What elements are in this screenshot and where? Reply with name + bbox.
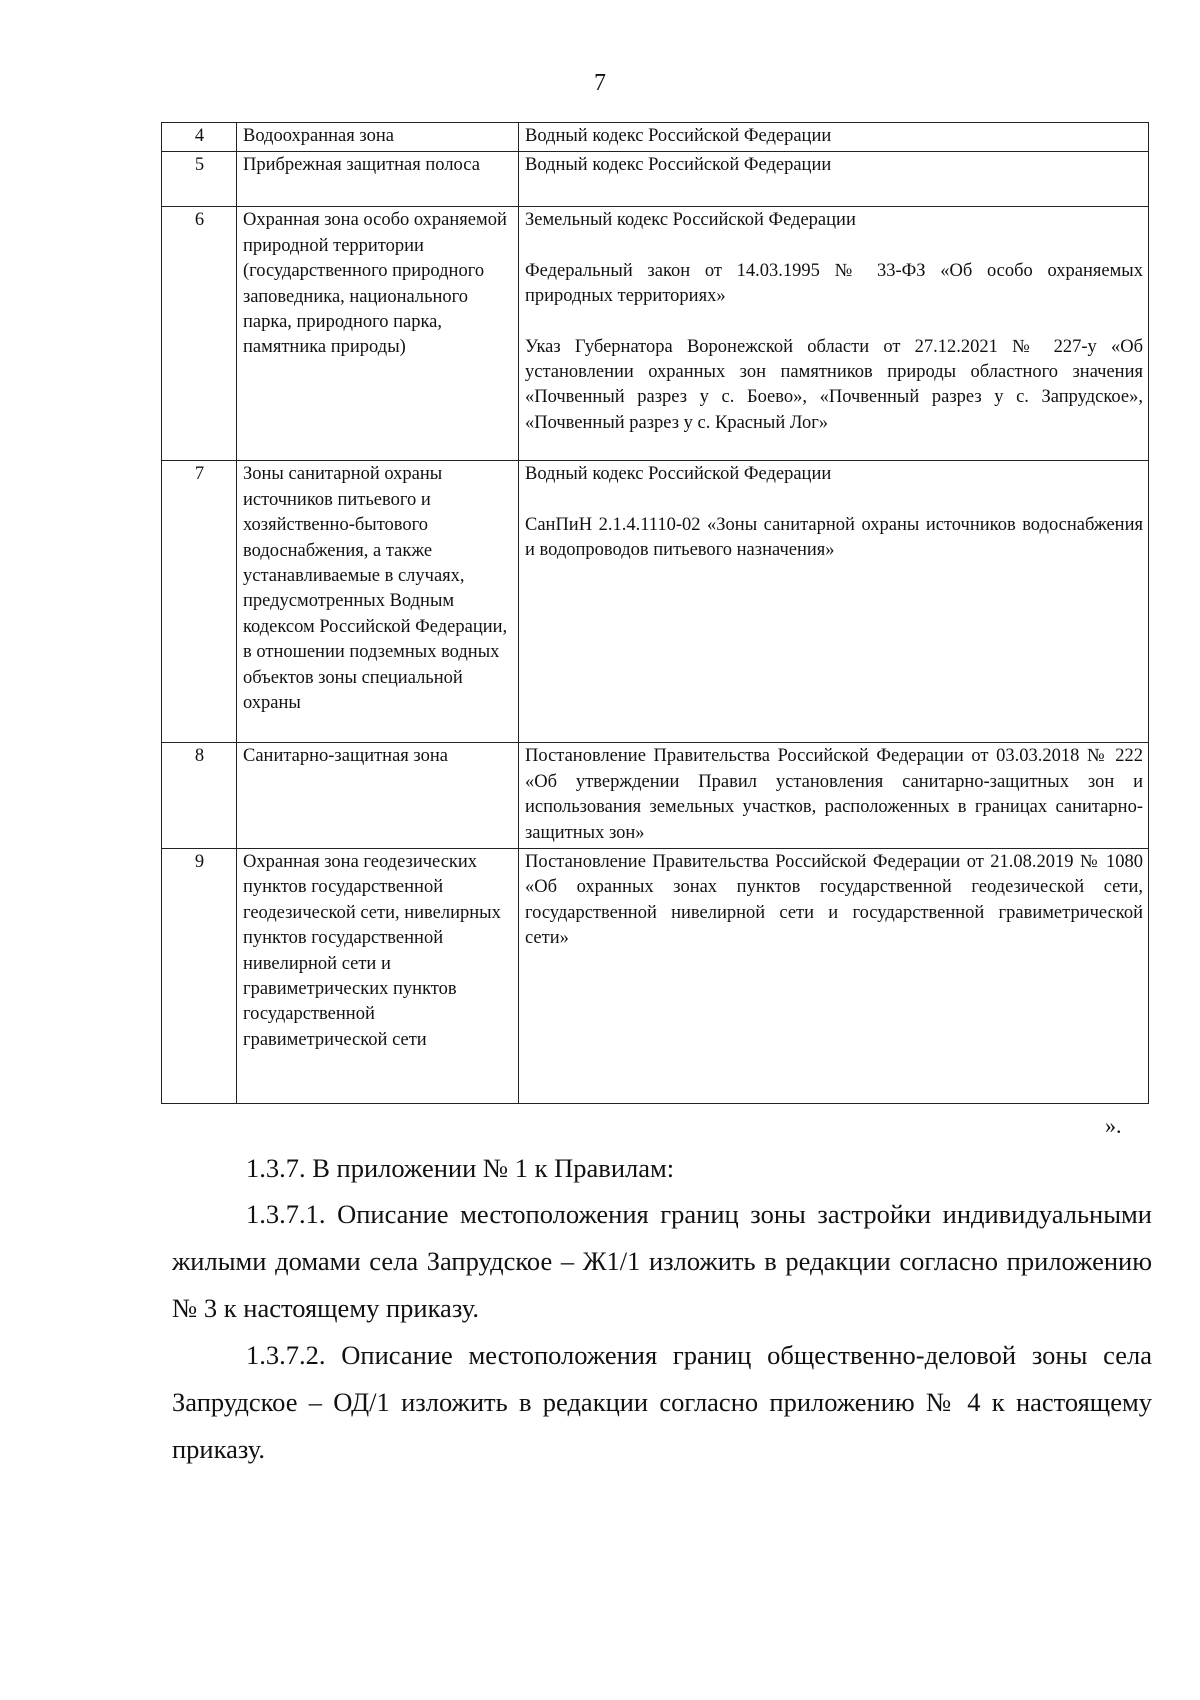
legal-basis [519, 461, 1149, 743]
table-row [162, 152, 1149, 207]
legal-basis [519, 152, 1149, 207]
zone-name: Охранная зона особо охраняемой природной территории (государственного природного заповедника, национального парка, природного парка, памятника природы) [237, 207, 519, 461]
law-reference: Водный кодекс Российской Федерации [525, 126, 832, 146]
paragraph-1-3-7-1: 1.3.7.1. Описание местоположения границ зоны застройки индивидуальными жилыми домами села Запрудское – Ж1/1 изложить в редакции согласно приложению № 3 к настоящему приказу. [172, 1199, 1152, 1323]
table-row [162, 849, 1149, 1104]
row-number: 9 [162, 849, 237, 1104]
row-number: 7 [162, 461, 237, 743]
table-row [162, 207, 1149, 461]
page-number: 7 [594, 70, 606, 96]
legal-basis [519, 207, 1149, 461]
law-reference: Указ Губернатора Воронежской области от 27.12.2021 № 227-у «Об установлении охранных зон памятников природы областного значения «Почвенный разрез у с. Боево», «Почвенный разрез у с. Запрудское», «Почвенный разрез у с. Красный Лог» [525, 336, 1143, 433]
paragraph-1-3-7-2: 1.3.7.2. Описание местоположения границ общественно-деловой зоны села Запрудское – ОД/1 изложить в редакции согласно приложению № 4 к настоящему приказу. [172, 1340, 1152, 1464]
table-row [162, 743, 1149, 849]
legal-basis [519, 123, 1149, 152]
law-reference: Постановление Правительства Российской Федерации от 03.03.2018 № 222 «Об утверждении Правил установления санитарно-защитных зон и использования земельных участков, расположенных в границах санитарно-защитных зон» [525, 746, 1143, 843]
closing-quote: ». [1105, 1113, 1122, 1138]
row-number: 8 [162, 743, 237, 849]
law-reference: Водный кодекс Российской Федерации [525, 155, 832, 176]
table-row [162, 123, 1149, 152]
zones-table [161, 122, 1149, 1104]
zone-name: Охранная зона геодезических пунктов государственной геодезической сети, нивелирных пунктов государственной нивелирной сети и гравиметрических пунктов государственной гравиметрической сети [237, 849, 519, 1104]
zone-name: Зоны санитарной охраны источников питьевого и хозяйственно-бытового водоснабжения, а также устанавливаемые в случаях, предусмотренных Водным кодексом Российской Федерации, в отношении подземных водных объектов зоны специальной охраны [237, 461, 519, 743]
legal-basis [519, 849, 1149, 1104]
law-reference: Земельный кодекс Российской Федерации [525, 210, 856, 231]
paragraph-1-3-7: 1.3.7. В приложении № 1 к Правилам: [246, 1153, 675, 1183]
law-reference: Постановление Правительства Российской Федерации от 21.08.2019 № 1080 «Об охранных зонах пунктов государственной геодезической сети, государственной нивелирной сети и государственной гравиметрической сети» [525, 852, 1143, 949]
table-row [162, 461, 1149, 743]
zone-name: Прибрежная защитная полоса [237, 152, 519, 207]
law-reference: СанПиН 2.1.4.1110-02 «Зоны санитарной охраны источников водоснабжения и водопроводов питьевого назначения» [525, 514, 1143, 561]
row-number: 6 [162, 207, 237, 461]
row-number: 4 [162, 123, 237, 152]
legal-basis [519, 743, 1149, 849]
zone-name: Санитарно-защитная зона [237, 743, 519, 849]
zone-name: Водоохранная зона [237, 123, 519, 152]
law-reference: Федеральный закон от 14.03.1995 № 33-ФЗ «Об особо охраняемых природных территориях» [525, 260, 1143, 307]
law-reference: Водный кодекс Российской Федерации [525, 464, 832, 485]
row-number: 5 [162, 152, 237, 207]
